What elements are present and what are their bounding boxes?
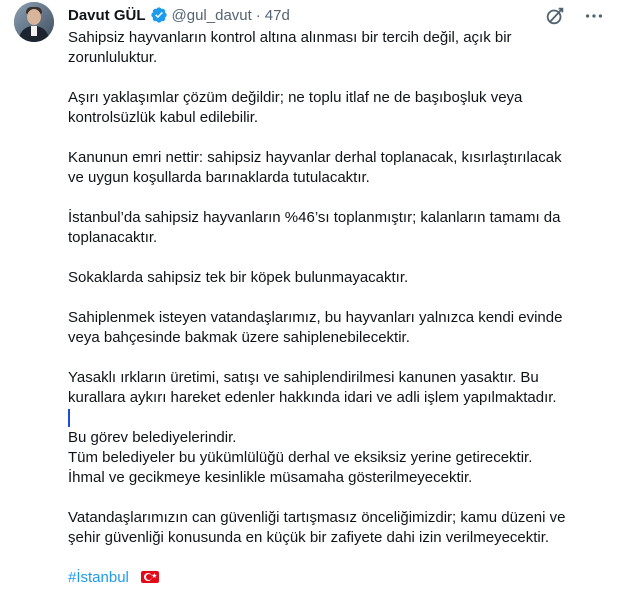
author-avatar[interactable] xyxy=(14,2,54,42)
tweet-line: kontrolsüzlük kabul edilebilir. xyxy=(68,109,259,126)
tweet-line: Tüm belediyeler bu yükümlülüğü derhal ve eksiksiz yerine getirecektir. xyxy=(68,449,533,466)
text-cursor-line xyxy=(68,408,608,428)
tweet-line: Aşırı yaklaşımlar çözüm değildir; ne toplu itlaf ne de başıboşluk veya xyxy=(68,89,523,106)
tweet-line: toplanacaktır. xyxy=(68,229,158,246)
tweet-line: Yasaklı ırkların üretimi, satışı ve sahiplendirilmesi kanunen yasaktır. Bu xyxy=(68,369,539,386)
text-cursor xyxy=(68,409,70,427)
tweet-line: ve uygun koşullarda barınaklarda tutulacaktır. xyxy=(68,169,370,186)
tweet-line: kurallara aykırı hareket edenler hakkında idari ve adli işlem yapılmaktadır. xyxy=(68,389,557,406)
tweet-line: zorunluluktur. xyxy=(68,49,158,66)
tweet-line: İhmal ve gecikmeye kesinlikle müsamaha gösterilmeyecektir. xyxy=(68,469,473,486)
tweet-line: şehir güvenliği konusunda en küçük bir zafiyete dahi izin verilmeyecektir. xyxy=(68,529,550,546)
tweet-line: Sokaklarda sahipsiz tek bir köpek bulunmayacaktır. xyxy=(68,269,409,286)
author-name[interactable]: Davut GÜL xyxy=(68,6,146,24)
tweet-line: Bu görev belediyelerindir. xyxy=(68,429,237,446)
tweet-timestamp[interactable]: 47d xyxy=(264,6,290,24)
tweet-line: Kanunun emri nettir: sahipsiz hayvanlar derhal toplanacak, kısırlaştırılacak xyxy=(68,149,562,166)
hashtag-line xyxy=(68,568,608,588)
tweet-line: İstanbul’da sahipsiz hayvanların %46’sı toplanmıştır; kalanların tamamı da xyxy=(68,209,561,226)
tweet-line: Sahiplenmek isteyen vatandaşlarımız, bu hayvanları yalnızca kendi evinde xyxy=(68,309,563,326)
hashtag-link[interactable]: #İstanbul xyxy=(68,569,129,586)
tweet-line: Sahipsiz hayvanların kontrol altına alınması bir tercih değil, açık bir xyxy=(68,29,512,46)
author-handle[interactable]: @gul_davut xyxy=(171,6,252,24)
tweet-header xyxy=(68,5,290,25)
turkey-flag-icon: ★ xyxy=(141,571,159,583)
tweet-line: Vatandaşlarımızın can güvenliği tartışmasız önceliğimizdir; kamu düzeni ve xyxy=(68,509,566,526)
separator-dot: · xyxy=(255,6,261,24)
tweet-text xyxy=(68,28,608,588)
verified-badge-icon xyxy=(150,6,168,24)
grok-icon[interactable] xyxy=(544,5,566,27)
tweet-line: veya bahçesinde bakmak üzere sahiplenebilecektir. xyxy=(68,329,410,346)
more-options-icon[interactable] xyxy=(583,5,605,27)
